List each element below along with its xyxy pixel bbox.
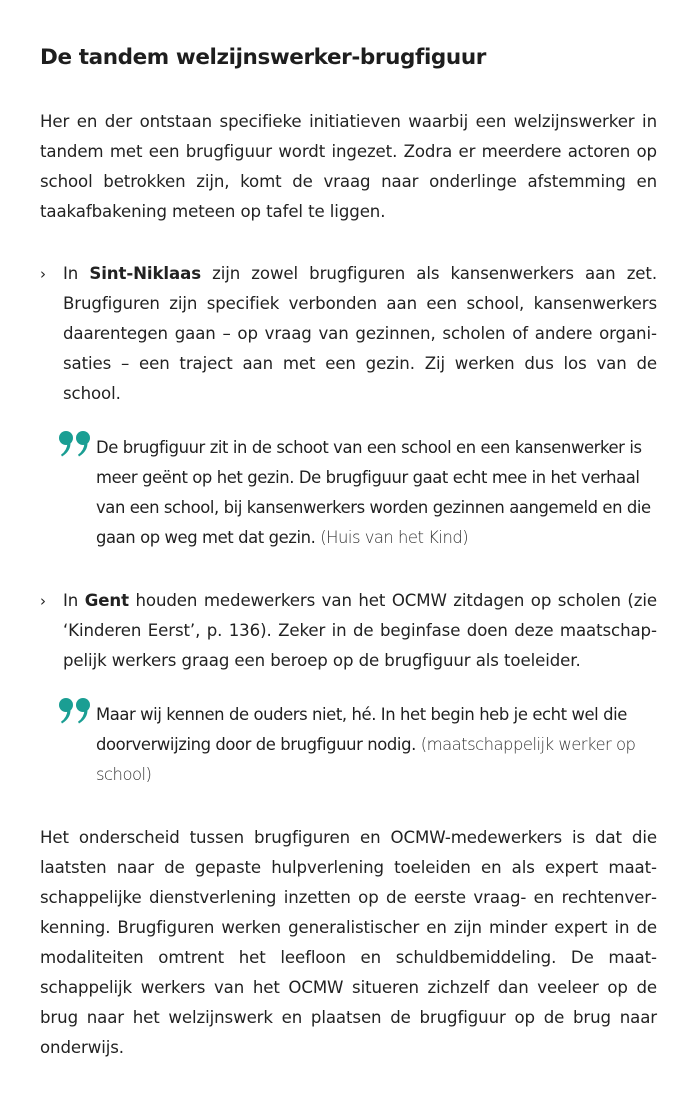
- quote-paragraph: [96, 433, 653, 553]
- quote-block: [40, 433, 657, 553]
- place-name: Gent: [84, 591, 129, 610]
- bullet-item-gent: [40, 586, 657, 676]
- bullet-text: In Sint-Niklaas zijn zowel brugfiguren als kansenwerkers aan zet. Brugfiguren zijn specifiek verbonden aan een school, kansenwerkers daarentegen gaan – op vraag van gezinnen, scholen of andere organisaties – een traject aan met een gezin. Zij werken dus los van de school.: [63, 264, 657, 403]
- quote-source: (Huis van het Kind): [320, 528, 469, 547]
- quote-mark-icon: [58, 430, 94, 462]
- bullet-marker: ›: [40, 265, 46, 283]
- quote-source: (maatschappelijk werker op school): [96, 735, 636, 784]
- quote-paragraph: [96, 700, 653, 790]
- quote-block: [40, 700, 657, 790]
- section-heading: De tandem welzijnswerker-brugfiguur: [40, 45, 486, 70]
- bullet-item-sint-niklaas: [40, 259, 657, 409]
- place-name: Sint-Niklaas: [89, 264, 201, 283]
- outro-paragraph: Het onderscheid tussen brugfiguren en OCMW-medewerkers is dat die laatsten naar de gepaste hulpverlening toeleiden en als expert maatschappelijke dienstverlening inzetten op de eerste vraag- en rechtenverkenning. Brugfiguren werken generalistischer en zijn minder expert in de modaliteiten omtrent het leefloon en schuldbemiddeling. De maatschappelijk werkers van het OCMW situeren zichzelf dan veeleer op de brug naar het welzijnswerk en plaatsen de brugfiguur op de brug naar onderwijs.: [40, 828, 657, 1057]
- quote-text: Maar wij kennen de ouders niet, hé. In het begin heb je echt wel die doorverwijzing door de brugfiguur nodig.: [96, 705, 627, 754]
- bullet-text: In Gent houden medewerkers van het OCMW zitdagen op scholen (zie ‘Kinderen Eerst’, p. 136). Zeker in de beginfase doen deze maatschappelijk werkers graag een beroep op de brugfiguur als toeleider.: [63, 591, 657, 670]
- quote-text: De brugfiguur zit in de schoot van een school en een kansenwerker is meer geënt op het gezin. De brugfiguur gaat echt mee in het verhaal van een school, bij kansenwerkers worden gezinnen aangemeld en die gaan op weg met dat gezin.: [96, 438, 651, 547]
- intro-paragraph: Her en der ontstaan specifieke initiatieven waarbij een welzijnswerker in tandem met een brugfiguur wordt ingezet. Zodra er meerdere actoren op school betrokken zijn, komt de vraag naar onderlinge afstemming en taakafbakening meteen op tafel te liggen.: [40, 112, 657, 221]
- quote-mark-icon: [58, 697, 94, 729]
- bullet-marker: ›: [40, 592, 46, 610]
